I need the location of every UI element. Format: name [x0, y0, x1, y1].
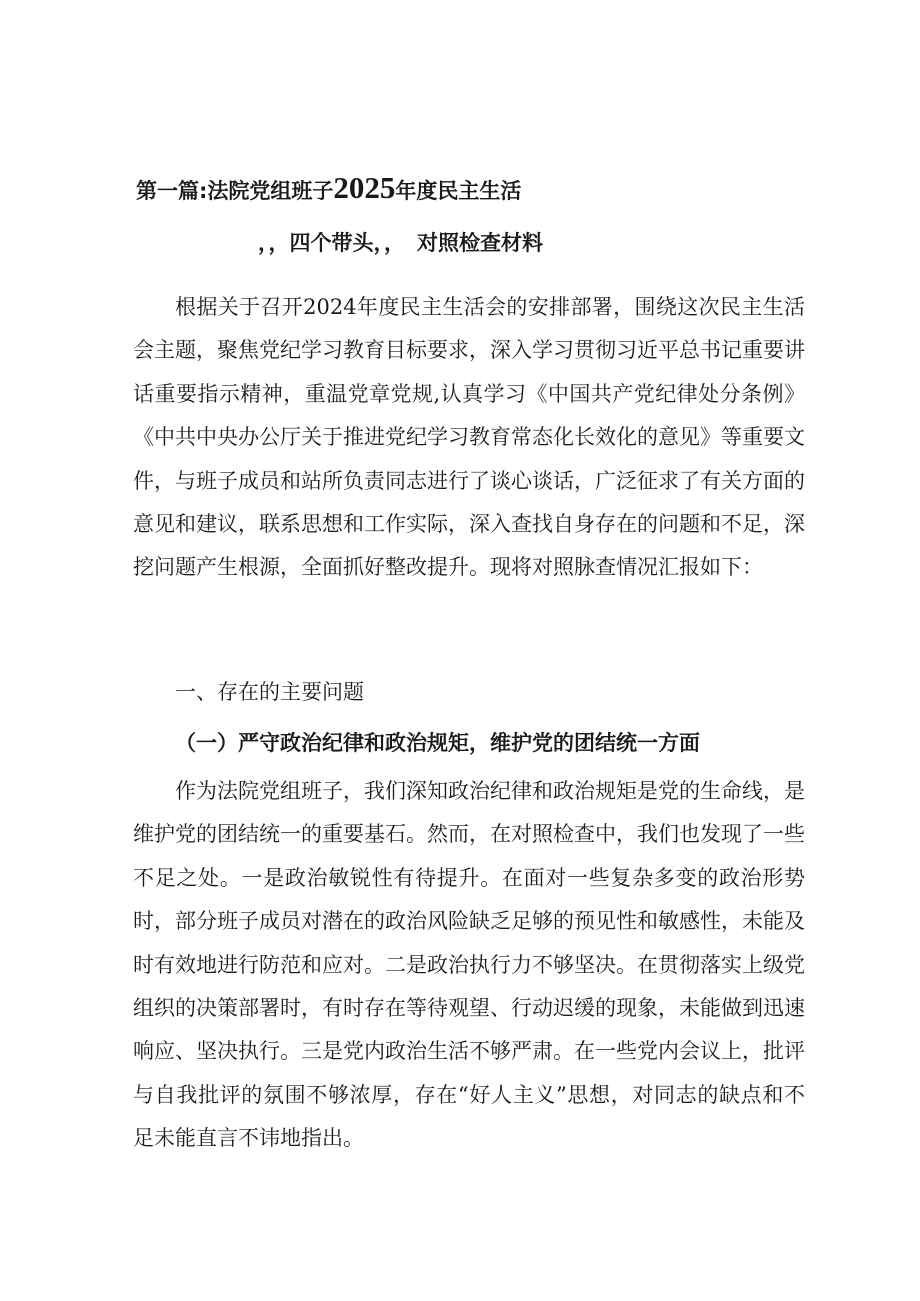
document-title-line1	[136, 170, 521, 209]
title-marks-right: ，，	[373, 231, 405, 255]
section-heading: 一、存在的主要问题	[175, 680, 364, 704]
subsection-paragraph: 作为法院党组班子，我们深知政治纪律和政治规矩是党的生命线，是维护党的团结统一的重要基石。然而，在对照检查中，我们也发现了一些不足之处。一是政治敏锐性有待提升。在面对一些复杂多变的政治形势时，部分班子成员对潜在的政治风险缺乏足够的预见性和敏感性，未能及时有效地进行防范和应对。二是政治执行力不够坚决。在贯彻落实上级党组织的决策部署时，有时存在等待观望、行动迟缓的现象，未能做到迅速响应、坚决执行。三是党内政治生活不够严肃。在一些党内会议上，批评与自我批评的氛围不够浓厚，存在“好人主义”思想，对同志的缺点和不足未能直言不讳地指出。	[133, 779, 805, 1151]
title-suffix: 年度民主生活	[395, 179, 522, 203]
title-core: 四个带头	[289, 231, 374, 255]
subsection-heading: （一）严守政治纪律和政治规矩，维护党的团结统一方面	[175, 730, 700, 755]
intro-paragraph: 根据关于召开2024年度民主生活会的安排部署，围绕这次民主生活会主题，聚焦党纪学习教育目标要求，深入学习贯彻习近平总书记重要讲话重要指示精神，重温党章党规,认真学习《中国共产党纪律处分条例》《中共中央办公厅关于推进党纪学习教育常态化长效化的意见》等重要文件，与班子成员和站所负责同志进行了谈心谈话，广泛征求了有关方面的意见和建议，联系思想和工作实际，深入查找自身存在的问题和不足，深挖问题产生根源，全面抓好整改提升。现将对照脉查情况汇报如下：	[133, 295, 805, 580]
title-year: 2025	[333, 170, 396, 205]
title-marks-left: ，，	[258, 231, 290, 255]
document-title-line2	[258, 225, 543, 261]
title-prefix: 第一篇:法院党组班子	[136, 179, 334, 203]
title-line2-suffix: 对照检查材料	[417, 231, 543, 255]
